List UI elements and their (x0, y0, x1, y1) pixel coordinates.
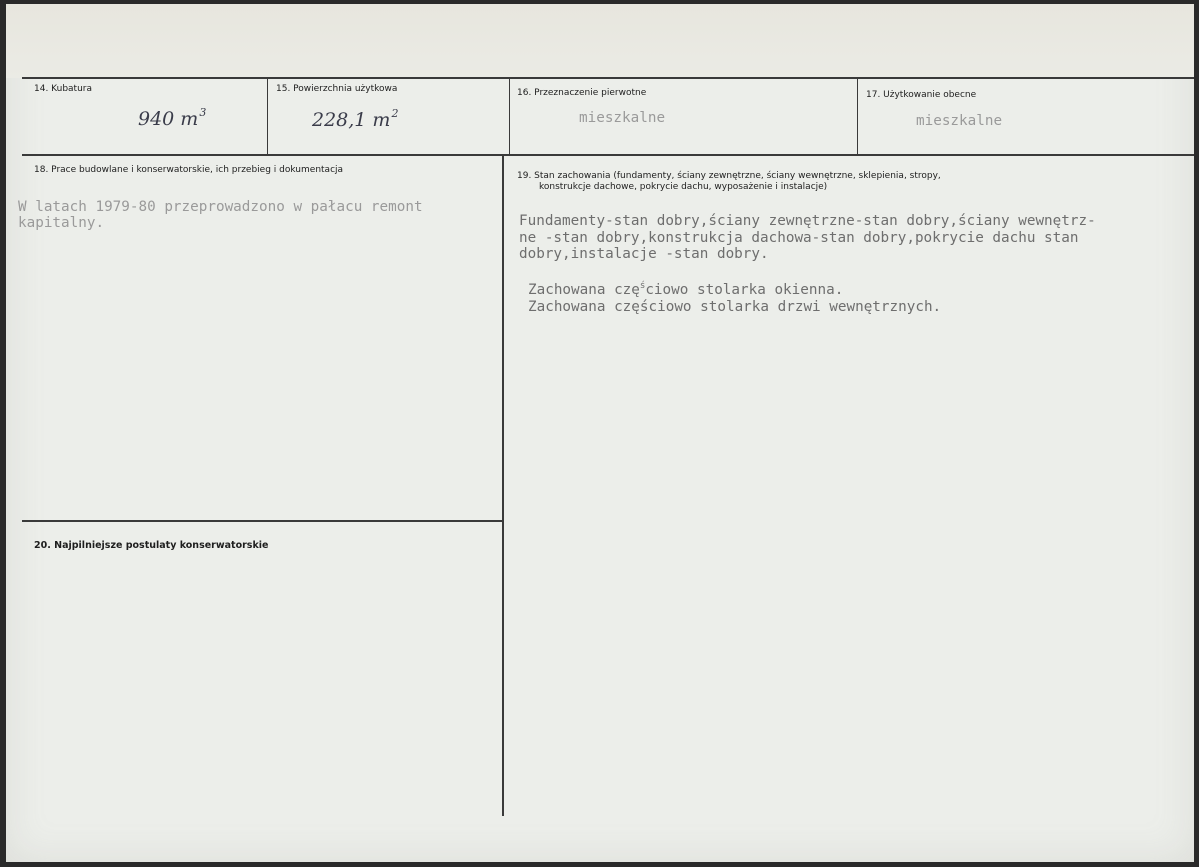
divider-16-17 (857, 78, 858, 155)
field-15-value (312, 107, 398, 131)
divider-14-15 (267, 78, 268, 155)
rule-middle (22, 154, 1194, 156)
field-16-value: mieszkalne (579, 110, 666, 126)
field-19-line-5: Zachowana częściowo stolarka drzwi wewnętrznych. (528, 299, 942, 315)
rule-top (22, 77, 1194, 79)
field-15-label: 15. Powierzchnia użytkowa (276, 84, 398, 94)
field-19-line-1: Fundamenty-stan dobry,ściany zewnętrzne-stan dobry,ściany wewnętrz- (519, 213, 1096, 229)
card-top-band (6, 4, 1194, 78)
field-14-number: 940 m (138, 108, 199, 130)
field-18-line-1: W latach 1979-80 przeprowadzono w pałacu remont (18, 199, 423, 215)
field-19-line-3: dobry,instalacje -stan dobry. (519, 246, 769, 262)
record-card (6, 4, 1194, 862)
field-16-label: 16. Przeznaczenie pierwotne (517, 88, 647, 98)
field-19-line-4 (528, 278, 843, 298)
divider-15-16 (509, 78, 510, 155)
field-19-line-4-correction: ś (639, 281, 646, 291)
field-17-value: mieszkalne (916, 113, 1003, 129)
field-19-line-4-start: Zachowana czę (528, 282, 640, 298)
field-20-label: 20. Najpilniejsze postulaty konserwatorskie (34, 540, 269, 551)
divider-left-right (502, 155, 504, 816)
field-15-exponent: 2 (391, 107, 399, 120)
field-19-line-4-end: ciowo stolarka okienna. (645, 282, 844, 298)
field-14-exponent: 3 (199, 106, 207, 119)
field-14-label: 14. Kubatura (34, 84, 93, 94)
field-19-line-2: ne -stan dobry,konstrukcja dachowa-stan dobry,pokrycie dachu stan (519, 230, 1079, 246)
field-19-label-line-1: 19. Stan zachowania (fundamenty, ściany zewnętrzne, ściany wewnętrzne, sklepienia, stropy, (517, 171, 941, 181)
rule-section-20 (22, 520, 503, 522)
field-15-number: 228,1 m (312, 109, 391, 131)
field-19-label-line-2: konstrukcje dachowe, pokrycie dachu, wyposażenie i instalacje) (539, 182, 828, 192)
field-14-value (138, 106, 206, 130)
field-17-label: 17. Użytkowanie obecne (866, 90, 977, 100)
field-18-label: 18. Prace budowlane i konserwatorskie, ich przebieg i dokumentacja (34, 165, 344, 175)
field-18-line-2: kapitalny. (18, 215, 105, 231)
